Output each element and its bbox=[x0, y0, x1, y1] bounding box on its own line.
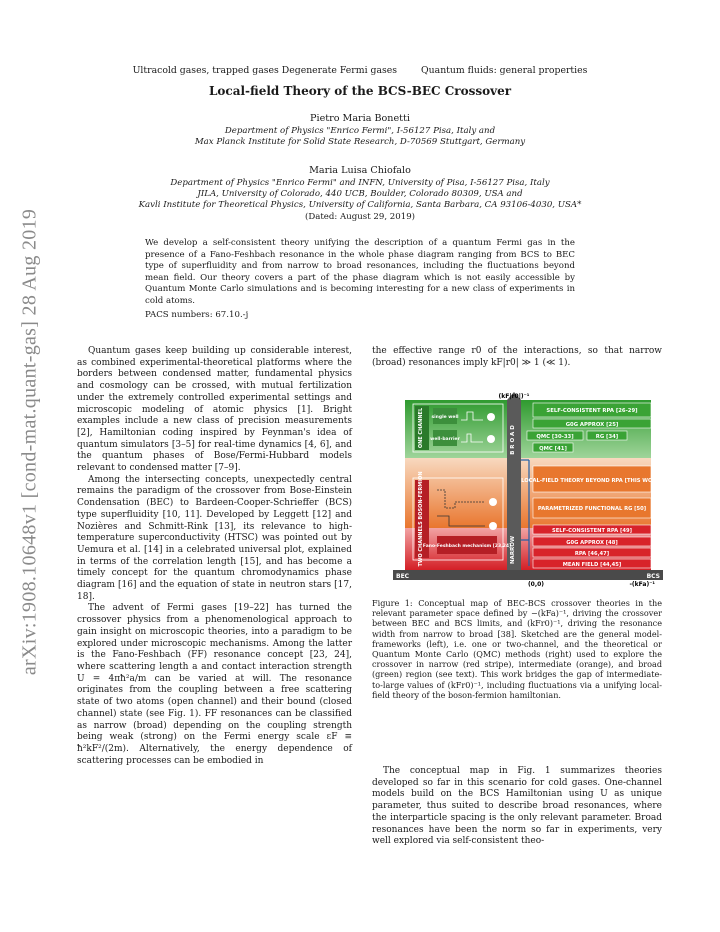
keyword-1: Ultracold gases, trapped gases Degenerate Fermi gases bbox=[132, 65, 398, 76]
single-well-label: single well bbox=[431, 415, 459, 420]
atom-pair-icon bbox=[489, 522, 497, 530]
author-2-affiliation-3: Kavli Institute for Theoretical Physics, University of California, Santa Barbara, CA 93106-4030, USA* bbox=[138, 200, 582, 210]
orange-box-this-work-label: LOCAL-FIELD THEORY BEYOND RPA [THIS WORK] bbox=[521, 478, 663, 484]
atom-pair-icon bbox=[489, 498, 497, 506]
author-2-affiliation-2: JILA, University of Colorado, 440 UCB, Boulder, Colorado 80309, USA and bbox=[197, 189, 523, 199]
arxiv-sidebar bbox=[10, 208, 50, 676]
paper-title: Local-field Theory of the BCS-BEC Crossover bbox=[208, 84, 512, 98]
orange-box-frg-label: PARAMETRIZED FUNCTIONAL RG [50] bbox=[537, 506, 647, 512]
x-axis-origin: (0,0) bbox=[527, 581, 545, 587]
red-box-scrpa-label: SELF-CONSISTENT RPA [49] bbox=[552, 528, 632, 534]
paragraph-2: Among the intersecting concepts, unexpectedly central remains the paradigm of the crossover from Bose-Einstein Condensation (BEC) to Bardeen-Cooper-Schrieffer (BCS) type superfluidity [10, 11]. Developed by Leggett [12] and Nozières and Schmitt-Rink [13], its relevance to high-temperature superconductivity (HTSC) was pointed out by Uemura et al. [14] in a celebrated universal plot, explained in terms of the correlation length [15], and has become a timely concept for the quantum chromodynamics phase diagram [16] and the equation of state in neutron stars [17, 18]. bbox=[77, 474, 352, 602]
two-channels-label: TWO CHANNELS BOSON-FERMION bbox=[418, 471, 424, 567]
keywords-line bbox=[0, 65, 720, 76]
fano-label: Fano-Feshbach mechanism [23,24] bbox=[422, 544, 512, 549]
red-box-rpa-label: RPA [46,47] bbox=[574, 551, 610, 557]
paragraph-1: Quantum gases keep building up considerable interest, as combined experimental-theoretical platforms where the borders between condensed matter, fundamental physics and cosmology can be crossed, with mutual fertilization under the extremely controlled experimental settings and microscopic modeling of atomic physics [1]. Bright examples include a new class of precision measurements [2], Hamiltonian coding inspired by Feynman's idea of quantum simulators [3–5] for real-time dynamics [4, 6], and the quantum phases of Bose/Fermi-Hubbard models relevant to condensed matter [7–9]. bbox=[77, 346, 352, 474]
broad-band-label: B R O A D bbox=[510, 425, 516, 455]
author-2-affiliation-1: Department of Physics "Enrico Fermi" and INFN, University of Pisa, I-56127 Pisa, Italy bbox=[170, 178, 550, 188]
well-barrier-label: well-barrier bbox=[430, 437, 460, 442]
date-line: (Dated: August 29, 2019) bbox=[304, 212, 416, 222]
qmc-side-label: QMC [46,51] bbox=[653, 532, 659, 568]
author-1-affiliation-1: Department of Physics "Enrico Fermi", I-56127 Pisa, Italy and bbox=[224, 126, 496, 136]
green-box-scrpa-label: SELF-CONSISTENT RPA [26-29] bbox=[546, 408, 638, 414]
right-column-top bbox=[372, 346, 662, 369]
green-box-qmc-b-label: QMC [41] bbox=[539, 446, 567, 452]
right-column-bottom bbox=[372, 766, 662, 848]
pacs-numbers: PACS numbers: 67.10.-j bbox=[145, 310, 249, 320]
green-box-g0g-label: G0G APPROX [25] bbox=[565, 422, 619, 428]
models-side-label: MODELS [51] bbox=[395, 531, 401, 569]
red-box-mean-field-label: MEAN FIELD [44,45] bbox=[562, 562, 622, 568]
author-2-name: Maria Luisa Chiofalo bbox=[309, 165, 411, 176]
green-box-qmc-a-label: QMC [30-33] bbox=[536, 434, 574, 440]
y-axis-label: (kF|r0|)⁻¹ bbox=[498, 393, 530, 400]
green-box-rg-label: RG [34] bbox=[595, 434, 619, 440]
author-1-name: Pietro Maria Bonetti bbox=[310, 113, 410, 124]
figure-1-conceptual-map bbox=[393, 390, 663, 587]
x-axis-bar bbox=[393, 570, 663, 580]
bec-corner-label: BEC bbox=[396, 573, 410, 580]
atom-pair-icon bbox=[487, 413, 495, 421]
author-1-affiliation-2: Max Planck Institute for Solid State Research, D-70569 Stuttgart, Germany bbox=[194, 137, 526, 147]
bcs-corner-label: BCS bbox=[646, 573, 660, 580]
atom-pair-icon bbox=[487, 435, 495, 443]
keyword-2: Quantum fluids: general properties bbox=[421, 65, 588, 76]
figure-caption: Figure 1: Conceptual map of BEC-BCS crossover theories in the relevant parameter space defined by −(kFa)⁻¹, driving the crossover between BEC and BCS limits, and (kFr0)⁻¹, driving the resonance width from narrow to broad [38]. Sketched are the general model-frameworks (left), i.e. one or two-channel, and the theoretical or Quantum Monte Carlo (QMC) methods (right) used to explore the crossover in narrow (red stripe), intermediate (orange), and broad (green) region (see text). This work bridges the gap of intermediate-to-large values of (kFr0)⁻¹, including fluctuations via a unifying local-field theory of the boson-fermion hamiltonian. bbox=[372, 598, 662, 700]
left-column bbox=[77, 346, 352, 767]
narrow-band-label: NARROW bbox=[510, 535, 516, 565]
paragraph-3: The advent of Fermi gases [19–22] has turned the crossover physics from a phenomenological approach to gain insight on microscopic theories, into a paradigm to be explored under microscopic mechanisms. Among the latter is the Fano-Feshbach (FF) resonance concept [23, 24], where scattering length a and contact interaction strength U = 4πħ²a/m can be varied at will. The resonance originates from the coupling between a free scattering state of two atoms (open channel) and their bound (closed channel) state (see Fig. 1). FF resonances can be classified as narrow (broad) depending on the coupling strength being weak (strong) on the Fermi energy scale εF ≡ ħ²kF²/(2m). Alternatively, the energy dependence of scattering processes can be embodied in bbox=[77, 603, 352, 766]
one-channel-label: ONE CHANNEL bbox=[418, 407, 424, 449]
x-axis-label: -(kFa)⁻¹ bbox=[629, 581, 655, 587]
abstract: We develop a self-consistent theory unifying the description of a quantum Fermi gas in the presence of a Fano-Feshbach resonance in the whole phase diagram ranging from BCS to BEC type of superfluidity and from narrow to broad resonances, including the fluctuations beyond mean field. Our theory covers a part of the phase diagram which is not easily accessible by Quantum Monte Carlo simulations and is becoming interesting for a new class of experiments in cold atoms. bbox=[145, 238, 575, 306]
paragraph-r0: the effective range r0 of the interactions, so that narrow (broad) resonances imply kF|r0| ≫ 1 (≪ 1). bbox=[372, 346, 662, 368]
red-box-g0g-label: G0G APPROX [48] bbox=[566, 540, 618, 546]
paragraph-r1: The conceptual map in Fig. 1 summarizes theories developed so far in this scenario for cold gases. One-channel models build on the BCS Hamiltonian using U as unique parameter, thus suited to describe broad resonances, where the interparticle spacing is the only relevant parameter. Broad resonances have been the norm so far in experiments, very well explored via self-consistent theo- bbox=[372, 766, 662, 847]
arxiv-identifier: arXiv:1908.10648v1 [cond-mat.quant-gas] 28 Aug 2019 bbox=[18, 208, 41, 676]
